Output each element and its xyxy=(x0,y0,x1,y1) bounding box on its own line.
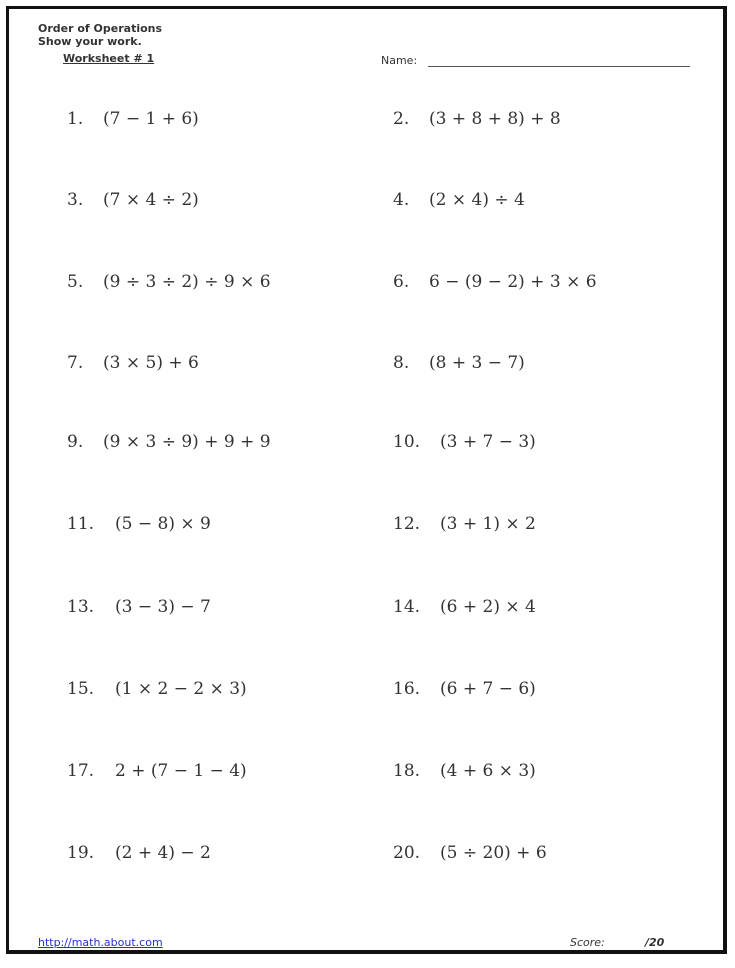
worksheet-page xyxy=(6,6,727,954)
name-field[interactable] xyxy=(428,66,690,67)
name-label: Name: xyxy=(381,54,418,67)
problem-8: 8. (8 + 3 − 7) xyxy=(393,353,525,373)
problem-expression: (7 − 1 + 6) xyxy=(103,109,199,129)
problem-expression: (6 + 7 − 6) xyxy=(440,679,536,699)
problem-expression: (3 − 3) − 7 xyxy=(115,597,211,617)
worksheet-number: Worksheet # 1 xyxy=(63,52,155,65)
problem-expression: (2 + 4) − 2 xyxy=(115,843,211,863)
worksheet-instructions: Show your work. xyxy=(38,35,142,48)
problem-5: 5. (9 ÷ 3 ÷ 2) ÷ 9 × 6 xyxy=(67,272,271,292)
problem-17: 17. 2 + (7 − 1 − 4) xyxy=(67,761,247,781)
problem-15: 15. (1 × 2 − 2 × 3) xyxy=(67,679,247,699)
problem-3: 3. (7 × 4 ÷ 2) xyxy=(67,190,199,210)
problem-14: 14. (6 + 2) × 4 xyxy=(393,597,536,617)
problem-expression: (3 + 8 + 8) + 8 xyxy=(429,109,561,129)
problem-13: 13. (3 − 3) − 7 xyxy=(67,597,211,617)
problem-expression: (7 × 4 ÷ 2) xyxy=(103,190,199,210)
problem-6: 6. 6 − (9 − 2) + 3 × 6 xyxy=(393,272,597,292)
problem-11: 11. (5 − 8) × 9 xyxy=(67,514,211,534)
problem-4: 4. (2 × 4) ÷ 4 xyxy=(393,190,525,210)
problem-expression: (3 + 7 − 3) xyxy=(440,432,536,452)
problem-20: 20. (5 ÷ 20) + 6 xyxy=(393,843,547,863)
problem-expression: (2 × 4) ÷ 4 xyxy=(429,190,525,210)
source-link[interactable]: http://math.about.com xyxy=(38,936,163,949)
problem-9: 9. (9 × 3 ÷ 9) + 9 + 9 xyxy=(67,432,271,452)
score-total: /20 xyxy=(645,936,665,949)
problem-expression: (9 ÷ 3 ÷ 2) ÷ 9 × 6 xyxy=(103,272,271,292)
problem-19: 19. (2 + 4) − 2 xyxy=(67,843,211,863)
problem-expression: (5 − 8) × 9 xyxy=(115,514,211,534)
problem-expression: (9 × 3 ÷ 9) + 9 + 9 xyxy=(103,432,271,452)
problem-18: 18. (4 + 6 × 3) xyxy=(393,761,536,781)
problem-7: 7. (3 × 5) + 6 xyxy=(67,353,199,373)
problem-expression: (3 + 1) × 2 xyxy=(440,514,536,534)
score-label: Score: xyxy=(570,936,605,949)
problem-expression: (6 + 2) × 4 xyxy=(440,597,536,617)
problem-expression: (8 + 3 − 7) xyxy=(429,353,525,373)
problem-10: 10. (3 + 7 − 3) xyxy=(393,432,536,452)
problem-16: 16. (6 + 7 − 6) xyxy=(393,679,536,699)
problem-expression: (3 × 5) + 6 xyxy=(103,353,199,373)
problem-expression: (4 + 6 × 3) xyxy=(440,761,536,781)
problem-12: 12. (3 + 1) × 2 xyxy=(393,514,536,534)
problem-2: 2. (3 + 8 + 8) + 8 xyxy=(393,109,561,129)
problem-expression: 6 − (9 − 2) + 3 × 6 xyxy=(429,272,597,292)
problem-1: 1. (7 − 1 + 6) xyxy=(67,109,199,129)
problem-expression: (5 ÷ 20) + 6 xyxy=(440,843,547,863)
problem-expression: (1 × 2 − 2 × 3) xyxy=(115,679,247,699)
worksheet-title: Order of Operations xyxy=(38,22,163,35)
problem-expression: 2 + (7 − 1 − 4) xyxy=(115,761,247,781)
